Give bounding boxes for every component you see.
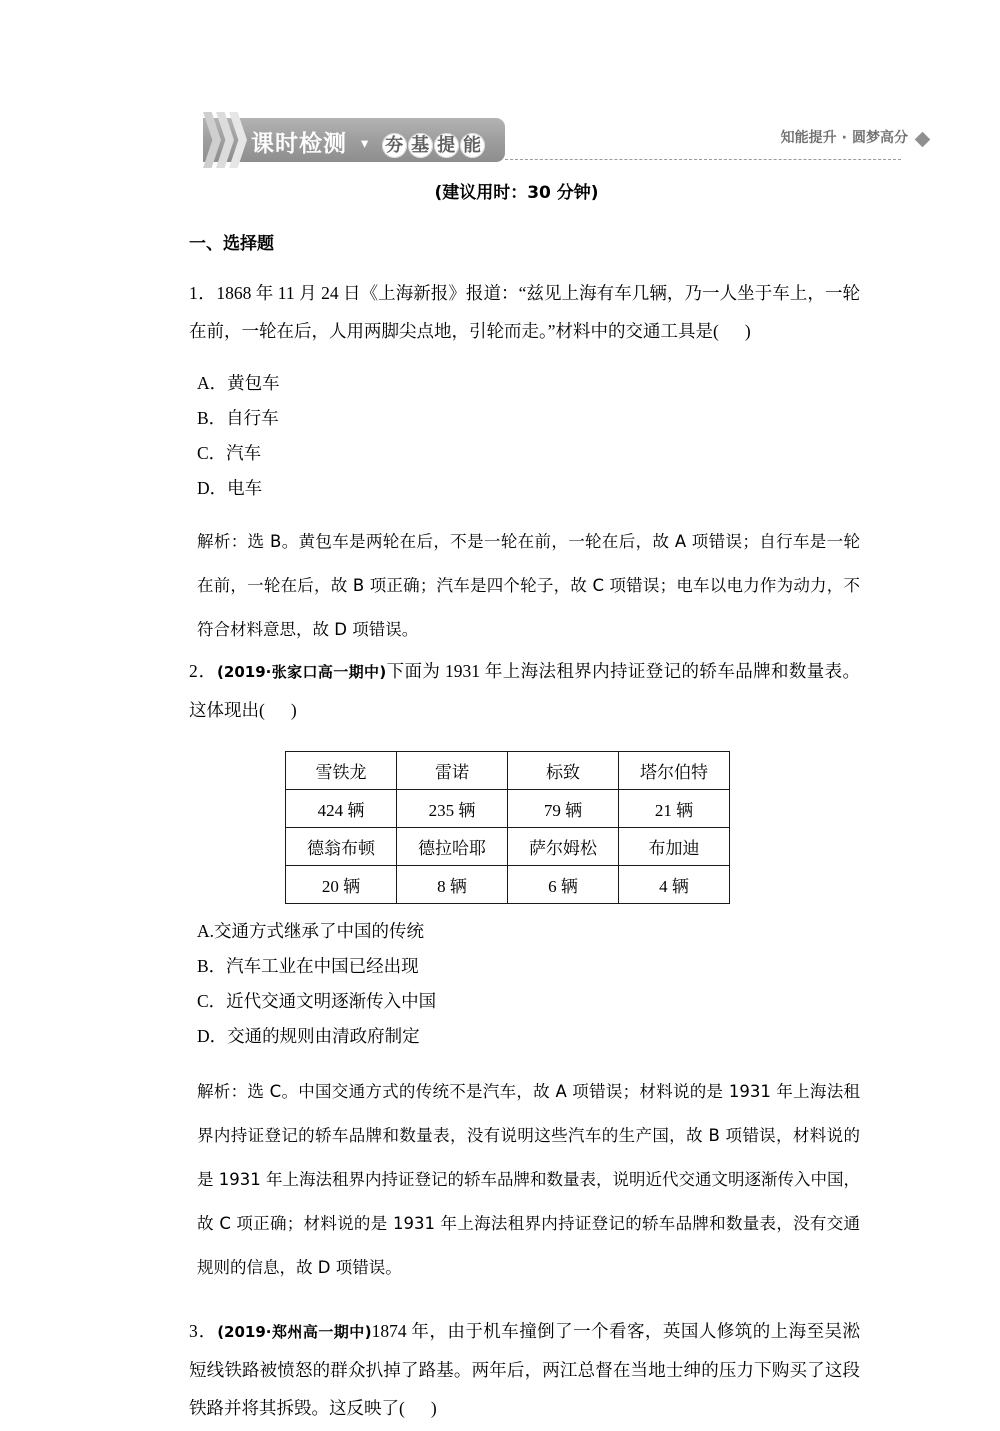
- question-3-stem-tail: ): [430, 1398, 437, 1418]
- banner-separator-icon: ▾: [361, 135, 370, 152]
- header-tagline-right: 圆梦高分: [852, 130, 908, 146]
- question-2-option-d[interactable]: D．交通的规则由清政府制定: [197, 1026, 420, 1046]
- table-cell: 布加迪: [619, 828, 730, 866]
- question-1-option-a[interactable]: A．黄包车: [197, 373, 280, 393]
- table-cell: 6 辆: [508, 866, 619, 904]
- chevron-right-icon-1: [203, 112, 221, 168]
- table-row: [286, 828, 730, 866]
- table-cell: 21 辆: [619, 790, 730, 828]
- header-tagline-left: 知能提升: [780, 130, 837, 146]
- suggested-time-note: (建议用时：30 分钟): [434, 183, 599, 203]
- question-2-solution: 解析：选 C。中国交通方式的传统不是汽车，故 A 项错误；材料说的是 1931 年上海法租界内持证登记的轿车品牌和数量表，没有说明这些汽车的生产国，故 B 项错误，材料说的是 1931 年上海法租界内持证登记的轿车品牌和数量表，说明近代交通文明逐渐传入中国，故 C 项正确；材料说的是 1931 年上海法租界内持证登记的轿车品牌和数量表，没有交通规则的信息，故 D 项错误。: [197, 1082, 860, 1277]
- table-row: [286, 752, 730, 790]
- question-1-option-d[interactable]: D．电车: [197, 478, 263, 498]
- header-tagline-dot: ·: [841, 130, 847, 146]
- table-cell: 424 辆: [286, 790, 397, 828]
- table-cell: 塔尔伯特: [619, 752, 730, 790]
- exercise-content: [145, 178, 860, 1431]
- question-1-option-c[interactable]: C．汽车: [197, 443, 262, 463]
- banner-circled-char-3: 提: [434, 133, 459, 158]
- brands-table-wrap: [145, 751, 860, 904]
- diamond-marker-icon: [915, 132, 931, 148]
- question-2-text: 下面为 1931 年上海法租界内持证登记的轿车品牌和数量表。这体现出(: [189, 661, 861, 720]
- table-cell: 雪铁龙: [286, 752, 397, 790]
- banner-circled-char-1: 夯: [382, 133, 407, 158]
- table-cell: 235 辆: [397, 790, 508, 828]
- question-2-option-b[interactable]: B．汽车工业在中国已经出现: [197, 956, 419, 976]
- question-1-option-b[interactable]: B．自行车: [197, 408, 279, 428]
- question-2-number: 2．: [189, 661, 218, 681]
- question-3-number: 3．: [189, 1321, 218, 1341]
- table-cell: 4 辆: [619, 866, 730, 904]
- table-cell: 雷诺: [397, 752, 508, 790]
- question-2-stem: [145, 652, 860, 729]
- section-banner: [203, 118, 505, 162]
- question-1-stem: [145, 274, 860, 350]
- table-cell: 79 辆: [508, 790, 619, 828]
- question-1-solution: 解析：选 B。黄包车是两轮在后，不是一轮在前，一轮在后，故 A 项错误；自行车是一轮在前，一轮在后，故 B 项正确；汽车是四个轮子，故 C 项错误；电车以电力作为动力，不符合材料意思，故 D 项错误。: [197, 532, 860, 639]
- header-divider: [505, 159, 901, 160]
- brands-quantity-table: [285, 751, 730, 904]
- question-3-text: 1874 年，由于机车撞倒了一个看客，英国人修筑的上海至吴淞短线铁路被愤怒的群众扒掉了路基。两年后，两江总督在当地士绅的压力下购买了这段铁路并将其拆毁。这反映了(: [189, 1321, 861, 1418]
- question-1-stem-tail: ): [744, 321, 751, 341]
- banner-title: [251, 125, 486, 158]
- page-header: [0, 118, 1000, 170]
- table-row: [286, 866, 730, 904]
- question-2-option-c[interactable]: C．近代交通文明逐渐传入中国: [197, 991, 437, 1011]
- question-2-source: (2019·张家口高一期中): [217, 663, 387, 681]
- question-3-source: (2019·郑州高一期中): [217, 1323, 372, 1341]
- section-heading-choice: 一、选择题: [189, 234, 274, 254]
- table-cell: 德翁布顿: [286, 828, 397, 866]
- banner-circled-group: [382, 131, 486, 158]
- question-3-stem: [145, 1312, 860, 1427]
- table-cell: 德拉哈耶: [397, 828, 508, 866]
- question-2-stem-tail: ): [290, 700, 297, 720]
- table-row: [286, 790, 730, 828]
- table-cell: 标致: [508, 752, 619, 790]
- banner-title-main: 课时检测: [251, 131, 347, 157]
- table-cell: 8 辆: [397, 866, 508, 904]
- banner-circled-char-2: 基: [408, 133, 433, 158]
- question-1-text: 1868 年 11 月 24 日《上海新报》报道：“兹见上海有车几辆，乃一人坐于车上，一轮在前，一轮在后，人用两脚尖点地，引轮而走。”材料中的交通工具是(: [189, 283, 860, 341]
- banner-circled-char-4: 能: [460, 133, 485, 158]
- header-tagline: [781, 127, 908, 147]
- question-1-number: 1．: [189, 283, 217, 303]
- table-cell: 20 辆: [286, 866, 397, 904]
- question-2-option-a[interactable]: A.交通方式继承了中国的传统: [197, 921, 425, 941]
- table-cell: 萨尔姆松: [508, 828, 619, 866]
